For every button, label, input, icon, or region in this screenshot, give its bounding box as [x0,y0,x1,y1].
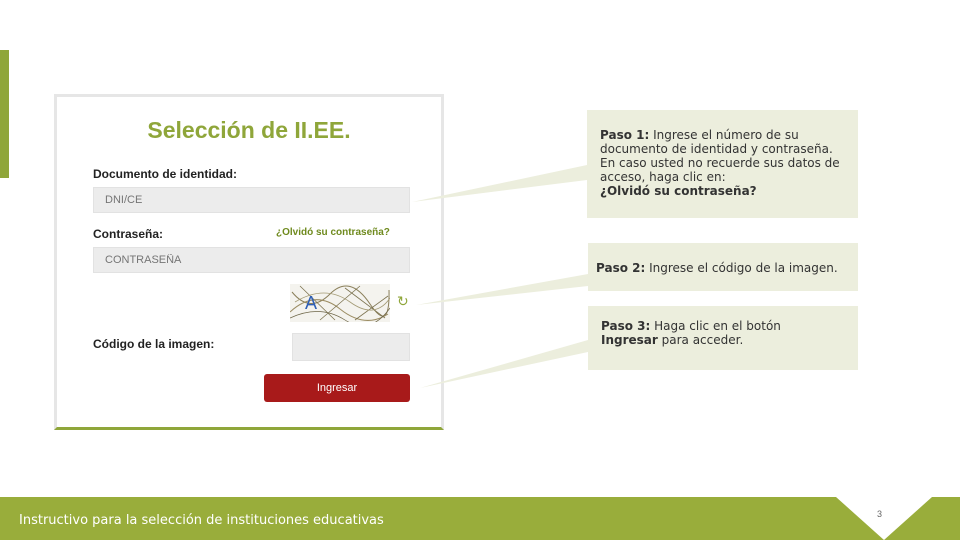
password-label: Contraseña: [93,227,164,241]
callout-step-3 [588,306,858,370]
callout-step-3-bold: Paso 3: [601,319,651,333]
forgot-password-link[interactable]: ¿Olvidó su contraseña? [276,227,390,238]
submit-button[interactable]: Ingresar [264,374,410,402]
refresh-icon[interactable]: ↻ [397,294,409,310]
callout-step-2 [588,243,858,291]
page-number: 3 [877,509,883,519]
callout-step-1-bold2: ¿Olvidó su contraseña? [600,184,757,198]
callout-step-3-text2: para acceder. [657,333,744,347]
password-input[interactable] [93,247,410,273]
login-panel [54,94,444,430]
callout-step-3-text: Haga clic en el botón [650,319,781,333]
document-input[interactable] [93,187,410,213]
callout-step-3-bold2: Ingresar [601,333,658,347]
captcha-input[interactable] [292,333,410,361]
callout-step-1-text: Ingrese el número de su documento de identidad y contraseña. En caso usted no recuerde sus datos de acceso, haga clic en: [600,128,840,184]
captcha-label: Código de la imagen: [93,337,215,351]
captcha-image [290,284,390,322]
slide-accent-bar [0,50,9,178]
callout-step-2-bold: Paso 2: [596,261,646,275]
callout-step-2-text: Ingrese el código de la imagen. [645,261,838,275]
callout-step-1 [587,110,858,218]
footer-notch [836,497,932,540]
slide-footer [0,497,960,540]
footer-text: Instructivo para la selección de instituciones educativas [19,513,384,528]
panel-title: Selección de II.EE. [147,117,351,143]
callout-step-1-bold: Paso 1: [600,128,650,142]
svg-text:A: A [305,293,318,313]
document-label: Documento de identidad: [93,167,237,181]
